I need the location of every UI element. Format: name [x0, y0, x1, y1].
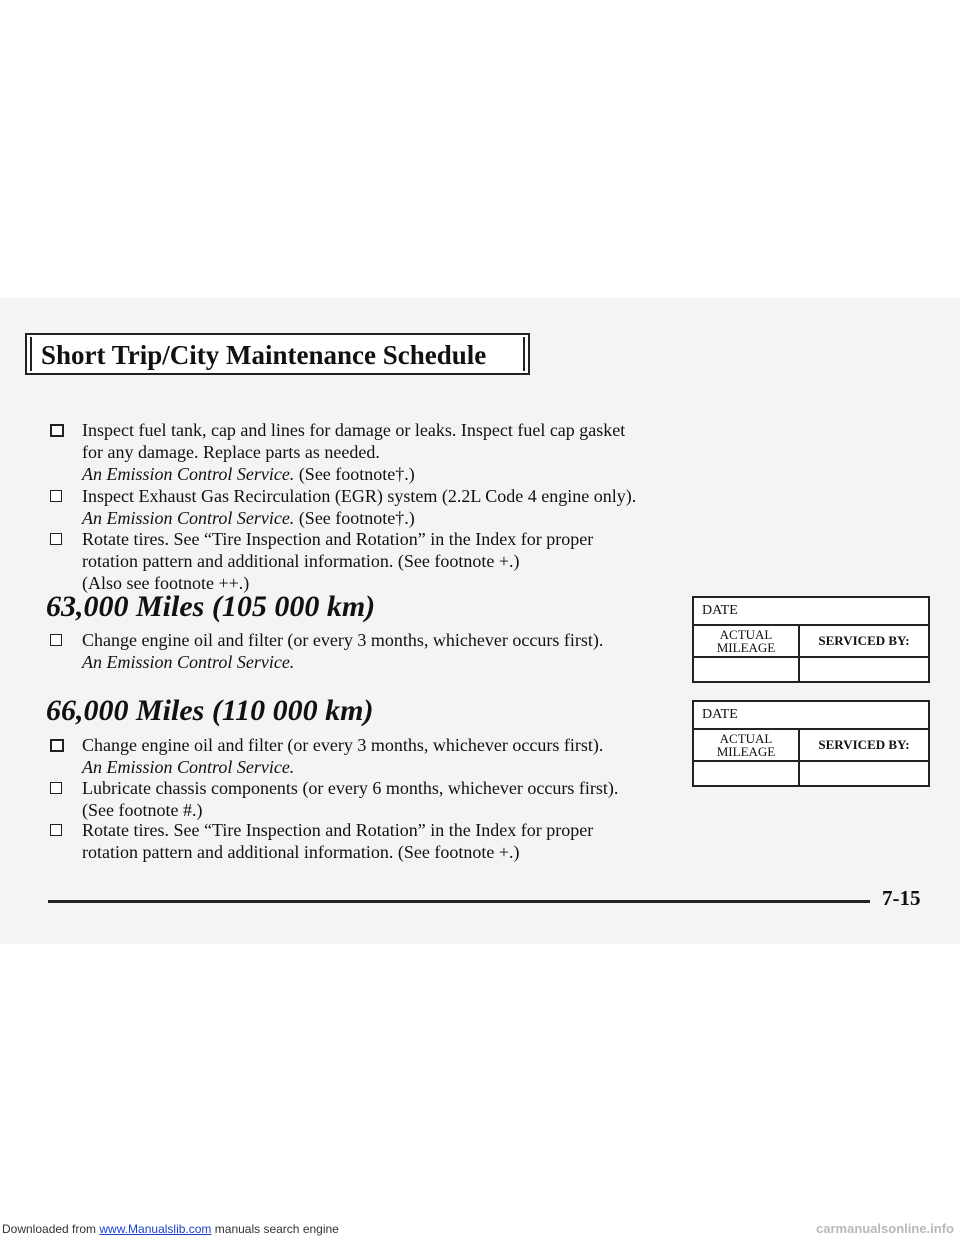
section-heading-66000: 66,000 Miles (110 000 km): [46, 694, 374, 727]
list-item: [50, 777, 702, 821]
mileage-entry-cell[interactable]: [693, 657, 799, 682]
date-label: DATE: [693, 701, 929, 729]
actual-mileage-label: ACTUAL MILEAGE: [693, 625, 799, 657]
list-item: [50, 819, 702, 863]
checkbox-icon[interactable]: [50, 782, 62, 794]
item-text: (See footnote #.): [82, 800, 203, 820]
download-footer: [2, 1222, 339, 1236]
list-item: [50, 485, 702, 529]
item-text: Change engine oil and filter (or every 3 months, whichever occurs first).: [82, 630, 604, 650]
page-title: Short Trip/City Maintenance Schedule: [41, 340, 487, 370]
title-left-bar: [30, 337, 32, 371]
serviced-by-label: SERVICED BY:: [799, 625, 929, 657]
serviced-by-entry-cell[interactable]: [799, 657, 929, 682]
checkbox-icon[interactable]: [50, 634, 62, 646]
item-text: rotation pattern and additional information. (See footnote +.): [82, 551, 520, 571]
list-item: [50, 528, 702, 594]
serviced-by-entry-cell[interactable]: [799, 761, 929, 786]
item-text: Change engine oil and filter (or every 3 months, whichever occurs first).: [82, 735, 604, 755]
date-label: DATE: [693, 597, 929, 625]
emission-note: An Emission Control Service.: [82, 464, 295, 484]
list-item: [50, 629, 702, 673]
mileage-entry-cell[interactable]: [693, 761, 799, 786]
emission-note: An Emission Control Service.: [82, 508, 295, 528]
emission-note: An Emission Control Service.: [82, 757, 295, 777]
service-record-table: [692, 596, 930, 683]
footnote-ref: (See footnote†.): [294, 508, 415, 528]
list-item: [50, 419, 702, 485]
checkbox-icon[interactable]: [50, 824, 62, 836]
item-text: (Also see footnote ++.): [82, 573, 250, 593]
item-text: Rotate tires. See “Tire Inspection and Rotation” in the Index for proper: [82, 820, 594, 840]
manualslib-link[interactable]: www.Manualslib.com: [99, 1222, 212, 1236]
item-text: rotation pattern and additional information. (See footnote +.): [82, 842, 520, 862]
checkbox-icon[interactable]: [50, 533, 62, 545]
watermark-logo: carmanualsonline.info: [816, 1221, 954, 1236]
list-item: [50, 734, 702, 778]
footer-prefix: Downloaded from: [2, 1222, 100, 1236]
bottom-rule: [48, 900, 870, 903]
actual-mileage-label: ACTUAL MILEAGE: [693, 729, 799, 761]
service-record-table: [692, 700, 930, 787]
checkbox-icon[interactable]: [50, 739, 64, 752]
item-text: Lubricate chassis components (or every 6 months, whichever occurs first).: [82, 778, 619, 798]
item-text: Inspect fuel tank, cap and lines for damage or leaks. Inspect fuel cap gasket: [82, 420, 626, 440]
title-right-bar: [523, 337, 525, 371]
item-text: for any damage. Replace parts as needed.: [82, 442, 380, 462]
checkbox-icon[interactable]: [50, 490, 62, 502]
emission-note: An Emission Control Service.: [82, 652, 295, 672]
section-heading-63000: 63,000 Miles (105 000 km): [46, 590, 376, 623]
serviced-by-label: SERVICED BY:: [799, 729, 929, 761]
page-number: 7-15: [882, 886, 921, 910]
item-text: Inspect Exhaust Gas Recirculation (EGR) system (2.2L Code 4 engine only).: [82, 486, 637, 506]
checkbox-icon[interactable]: [50, 424, 64, 437]
footer-suffix: manuals search engine: [211, 1222, 339, 1236]
footnote-ref: (See footnote†.): [294, 464, 415, 484]
item-text: Rotate tires. See “Tire Inspection and Rotation” in the Index for proper: [82, 529, 594, 549]
page-title-box: [25, 333, 530, 375]
